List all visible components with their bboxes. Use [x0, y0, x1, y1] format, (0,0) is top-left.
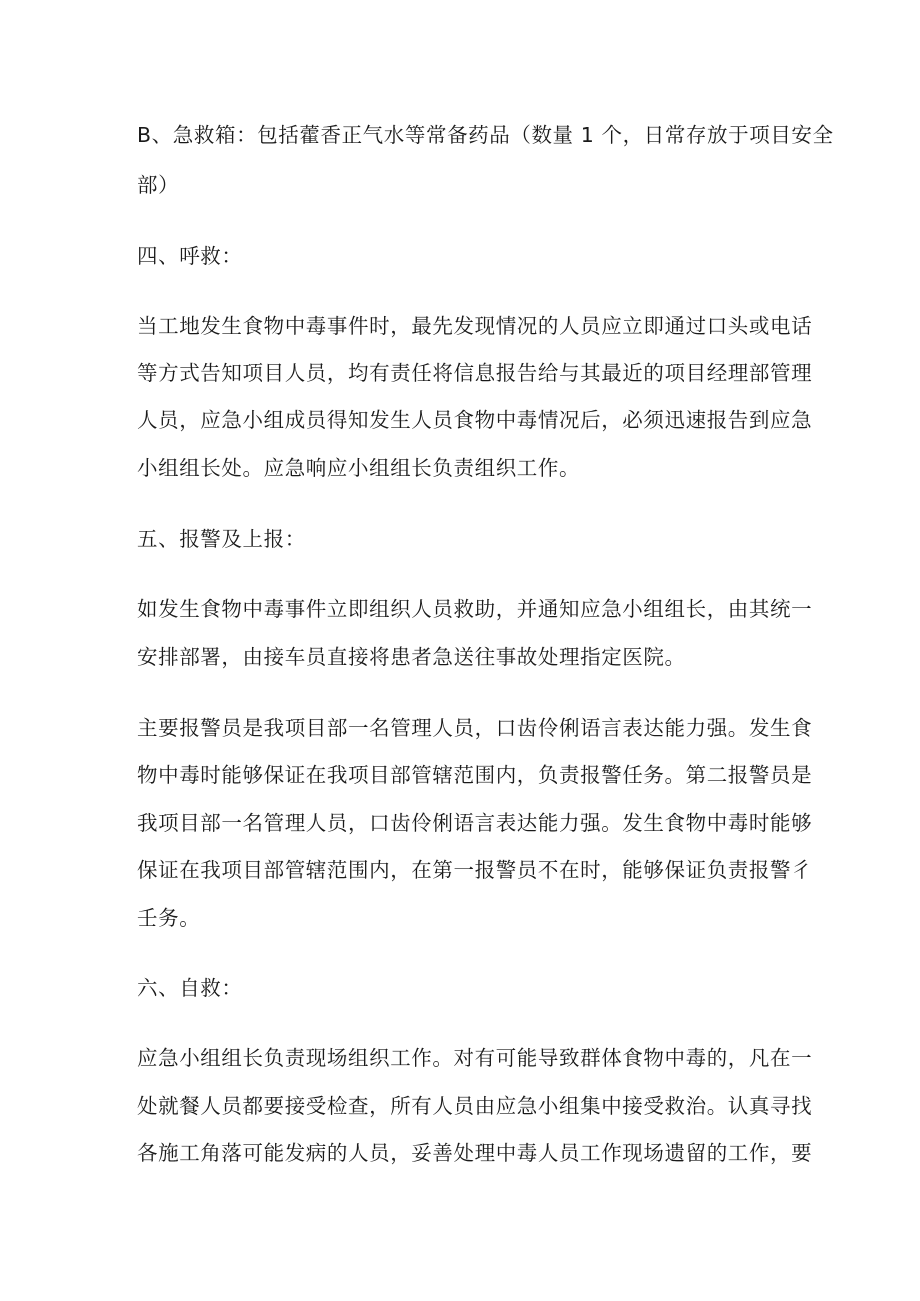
section-5-heading: 五、报警及上报： [137, 527, 306, 551]
section-5-paragraph-2-line-2: 物中毒时能够保证在我项目部管辖范围内，负责报警任务。第二报警员是 [137, 763, 813, 787]
section-5-paragraph-2-line-4: 保证在我项目部管辖范围内，在第一报警员不在时，能够保证负责报警彳 [137, 858, 813, 882]
section-6-paragraph-line-2: 处就餐人员都要接受检查，所有人员由应急小组集中接受救治。认真寻找 [137, 1094, 813, 1118]
section-5-paragraph-1-line-2: 安排部署，由接车员直接将患者急送往事故处理指定医院。 [137, 645, 686, 669]
section-4-paragraph-line-4: 小组组长处。应急响应小组组长负责组织工作。 [137, 456, 581, 480]
section-5-paragraph-1-line-1: 如发生食物中毒事件立即组织人员救助，并通知应急小组组长，由其统一 [137, 597, 813, 621]
item-b-line-1: B、急救箱：包括藿香正气水等常备药品（数量 1 个，日常存放于项目安全 [137, 123, 834, 147]
section-4-paragraph-line-1: 当工地发生食物中毒事件时，最先发现情况的人员应立即通过口头或电话 [137, 314, 813, 338]
item-b-line-2: 部） [137, 173, 180, 197]
section-6-heading: 六、自救： [137, 976, 243, 1000]
section-4-paragraph-line-2: 等方式告知项目人员，均有责任将信息报告给与其最近的项目经理部管理 [137, 361, 813, 385]
section-6-paragraph-line-3: 各施工角落可能发病的人员，妥善处理中毒人员工作现场遗留的工作，要 [137, 1141, 813, 1165]
section-5-paragraph-2-line-3: 我项目部一名管理人员，口齿伶俐语言表达能力强。发生食物中毒时能够 [137, 811, 813, 835]
section-5-paragraph-2-line-5: 壬务。 [137, 906, 201, 930]
section-6-paragraph-line-1: 应急小组组长负责现场组织工作。对有可能导致群体食物中毒的，凡在一 [137, 1046, 813, 1070]
section-5-paragraph-2-line-1: 主要报警员是我项目部一名管理人员，口齿伶俐语言表达能力强。发生食 [137, 716, 813, 740]
section-4-paragraph-line-3: 人员，应急小组成员得知发生人员食物中毒情况后，必须迅速报告到应急 [137, 408, 813, 432]
section-4-heading: 四、呼救： [137, 244, 243, 268]
